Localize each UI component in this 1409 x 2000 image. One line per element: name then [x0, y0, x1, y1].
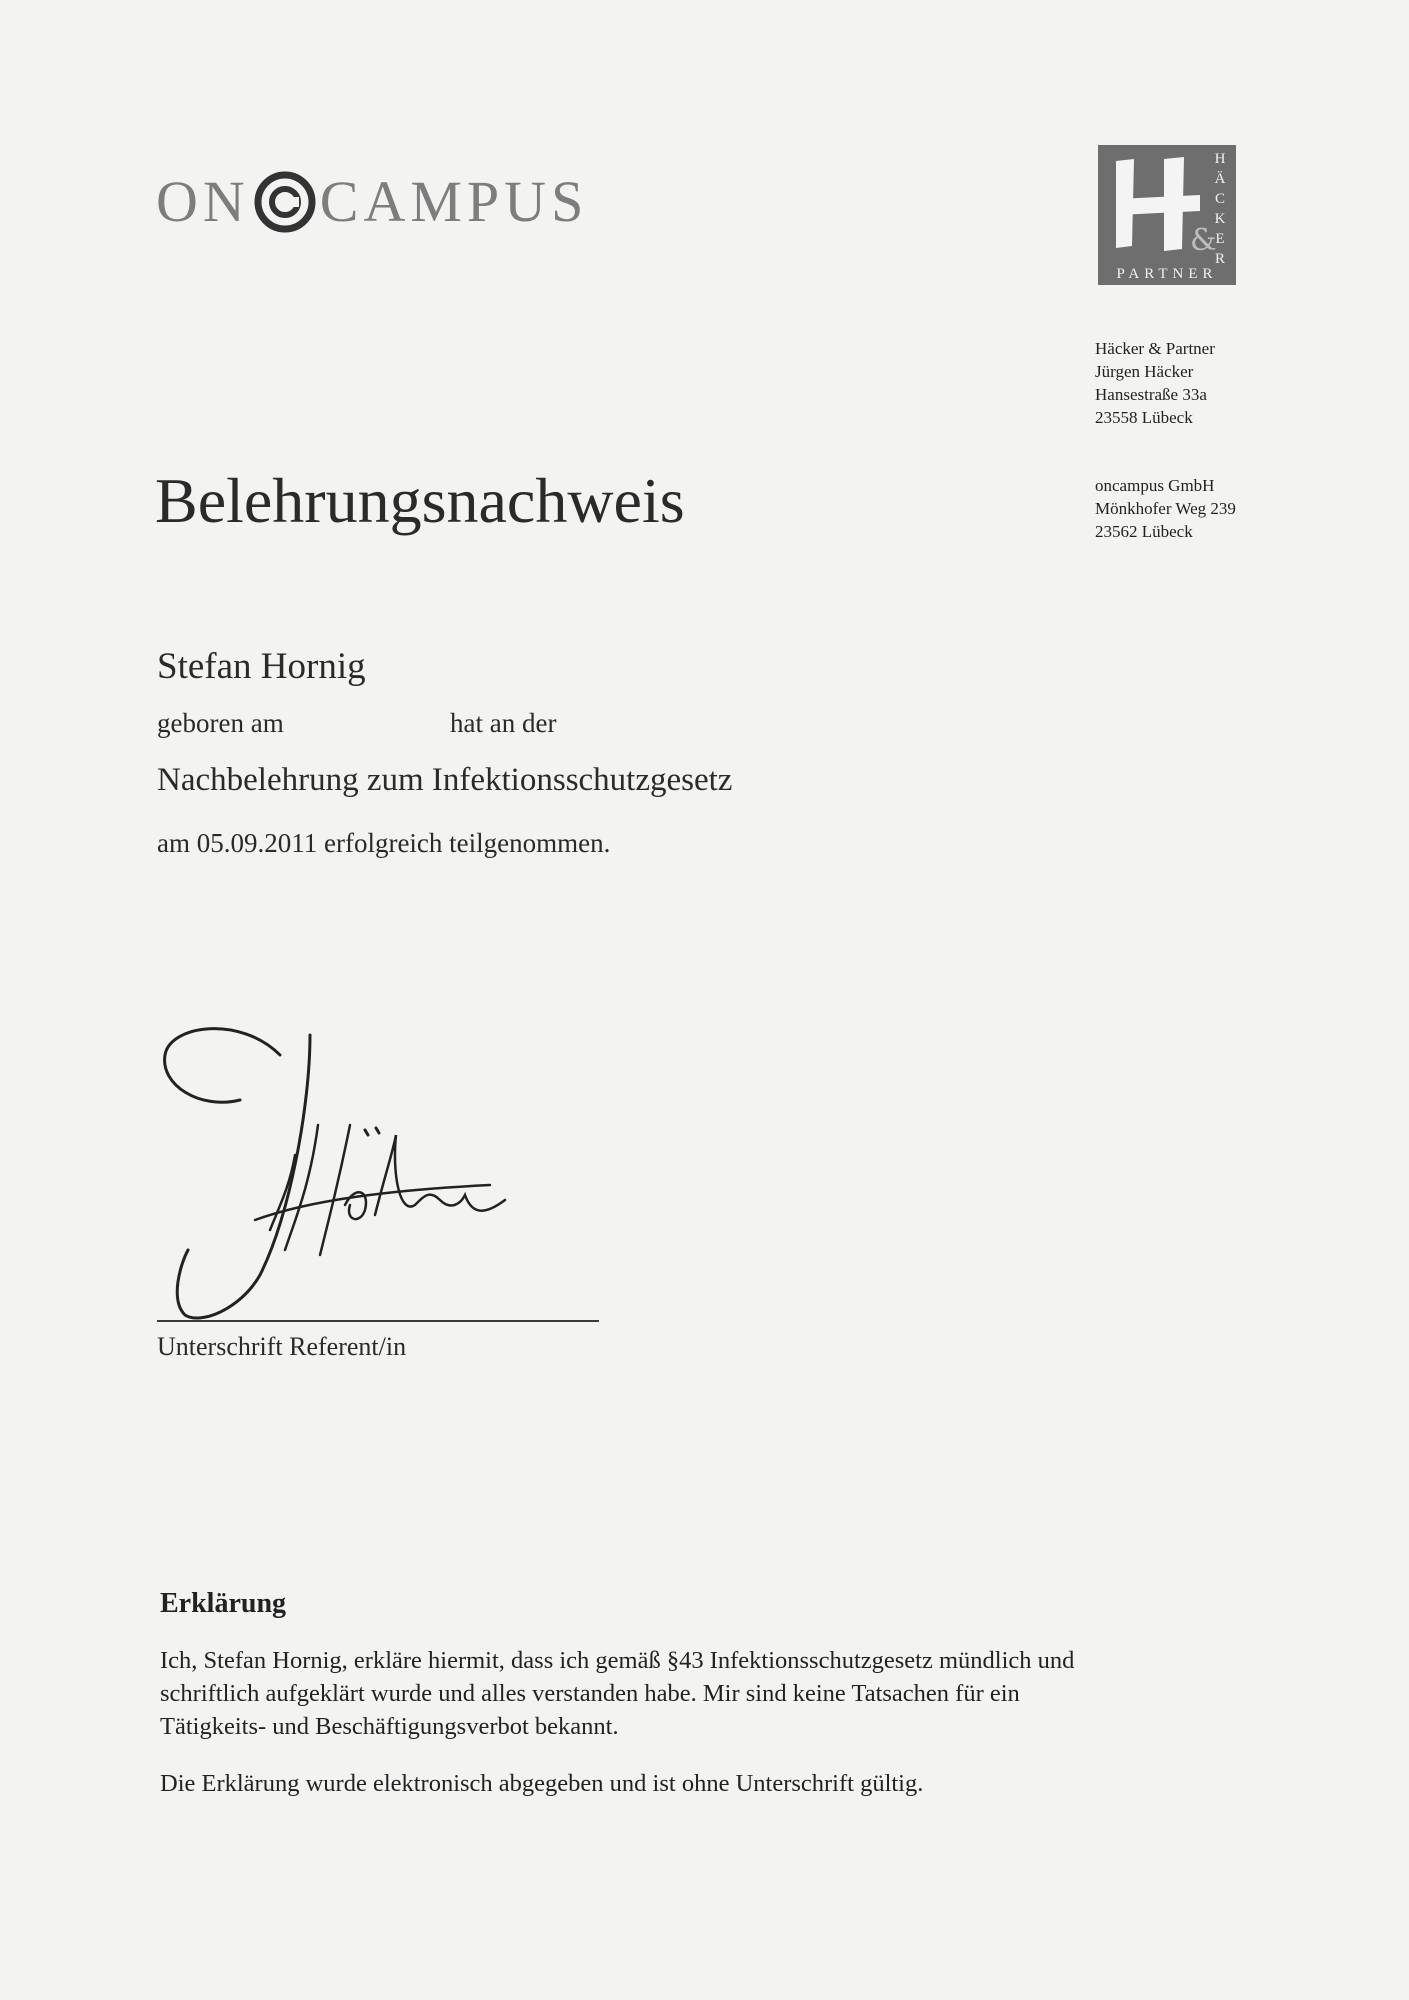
hp-letter: R	[1214, 251, 1225, 267]
hp-letter: C	[1214, 191, 1225, 207]
participated-label: hat an der	[450, 708, 557, 738]
hp-letter: K	[1214, 211, 1226, 227]
completion-statement: am 05.09.2011 erfolgreich teilgenommen.	[157, 828, 611, 858]
declaration-heading: Erklärung	[160, 1588, 287, 1619]
address-street: Mönkhofer Weg 239	[1095, 499, 1236, 518]
oncampus-logo-text-left: ON	[156, 169, 250, 234]
haecker-partner-logo	[1098, 145, 1236, 285]
oncampus-logo	[156, 168, 588, 235]
declaration-body	[160, 1644, 1100, 1743]
participant-name: Stefan Hornig	[157, 646, 366, 687]
address-person: Jürgen Häcker	[1095, 362, 1194, 381]
address-city: 23558 Lübeck	[1095, 408, 1193, 427]
signature-image	[160, 1015, 560, 1335]
address-company: Häcker & Partner	[1095, 339, 1215, 358]
address-haecker-partner	[1095, 337, 1215, 429]
hp-letter: H	[1214, 151, 1226, 167]
document-title: Belehrungsnachweis	[155, 465, 685, 536]
hp-letter: Ä	[1214, 171, 1226, 187]
address-company: oncampus GmbH	[1095, 476, 1215, 495]
address-street: Hansestraße 33a	[1095, 385, 1207, 404]
oncampus-c-icon	[254, 171, 316, 233]
declaration-note: Die Erklärung wurde elektronisch abgegeben und ist ohne Unterschrift gültig.	[160, 1770, 924, 1797]
course-title: Nachbelehrung zum Infektionsschutzgesetz	[157, 762, 733, 798]
declaration-text: Ich, Stefan Hornig, erkläre hiermit, dass ich gemäß §43 Infektionsschutzgesetz mündlich und schriftlich aufgeklärt wurde und alles verstanden habe. Mir sind keine Tatsachen für ein Tätigkeits- und Beschäftigungsverbot bekannt.	[160, 1647, 1075, 1740]
hp-letter: E	[1215, 231, 1225, 247]
signature-line	[157, 1320, 599, 1322]
oncampus-logo-text-right: CAMPUS	[319, 169, 589, 234]
signature-caption: Unterschrift Referent/in	[157, 1332, 407, 1361]
address-oncampus	[1095, 474, 1236, 543]
address-city: 23562 Lübeck	[1095, 522, 1193, 541]
born-label: geboren am	[157, 708, 284, 738]
hp-amp: &	[1190, 223, 1217, 258]
hp-vertical-letters	[1212, 149, 1228, 269]
hp-partner-text: PARTNER	[1116, 266, 1218, 282]
born-line	[157, 708, 677, 739]
